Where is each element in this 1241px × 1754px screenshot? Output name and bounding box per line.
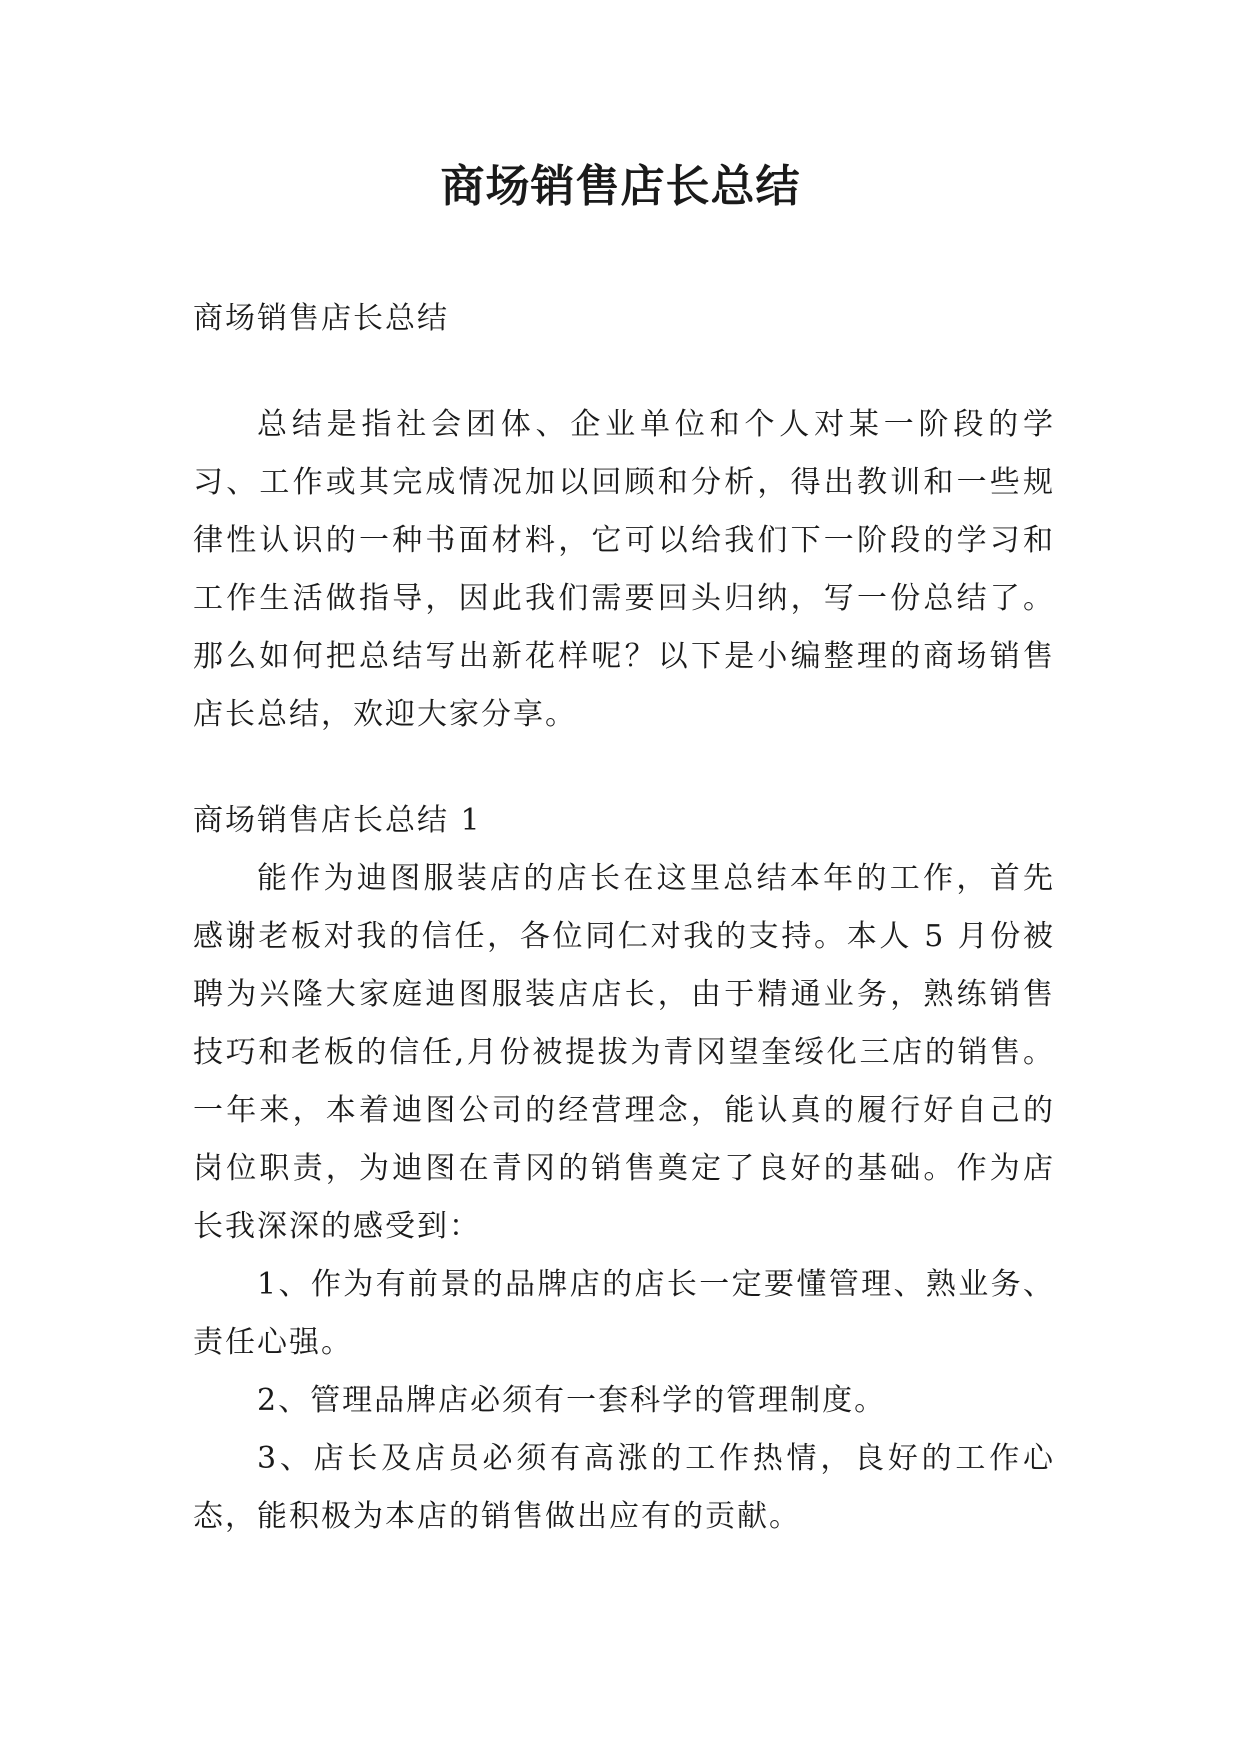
list-item: 2、管理品牌店必须有一套科学的管理制度。 bbox=[257, 1383, 887, 1418]
intro-paragraph: 总结是指社会团体、企业单位和个人对某一阶段的学习、工作或其完成情况加以回顾和分析，得出教训和一些规律性认识的一种书面材料，它可以给我们下一阶段的学习和工作生活做指导，因此我们需要回头归纳，写一份总结了。那么如何把总结写出新花样呢？以下是小编整理的商场销售店长总结，欢迎大家分享。 bbox=[193, 407, 1055, 732]
list-item: 3、店长及店员必须有高涨的工作热情，良好的工作心态，能积极为本店的销售做出应有的贡献。 bbox=[193, 1441, 1055, 1534]
section-heading: 商场销售店长总结 1 bbox=[193, 803, 482, 838]
document-body bbox=[193, 290, 1055, 1546]
section-paragraph: 能作为迪图服装店的店长在这里总结本年的工作，首先感谢老板对我的信任，各位同仁对我的支持。本人 5 月份被聘为兴隆大家庭迪图服装店店长，由于精通业务，熟练销售技巧和老板的信任,月份被提拔为青冈望奎绥化三店的销售。一年来，本着迪图公司的经营理念，能认真的履行好自己的岗位职责，为迪图在青冈的销售奠定了良好的基础。作为店长我深深的感受到： bbox=[193, 861, 1055, 1244]
document-title: 商场销售店长总结 bbox=[440, 161, 801, 212]
list-item: 1、作为有前景的品牌店的店长一定要懂管理、熟业务、责任心强。 bbox=[193, 1267, 1055, 1360]
document-subtitle: 商场销售店长总结 bbox=[193, 301, 449, 336]
